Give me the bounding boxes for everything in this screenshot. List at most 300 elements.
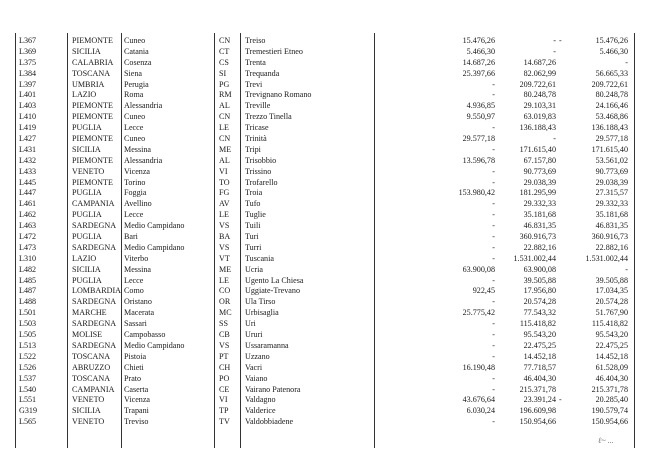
row-province-code: CE — [219, 384, 230, 394]
row-comune: Uri — [245, 319, 256, 329]
row-province: Catania — [124, 46, 149, 56]
row-amount-c: 61.528,09 — [595, 362, 628, 372]
row-region: PIEMONTE — [72, 36, 113, 45]
row-amount-b: 150.954,66 — [519, 417, 556, 427]
row-region: CALABRIA — [72, 57, 114, 67]
row-comune: Trenta — [245, 57, 266, 67]
row-amount-c: 29.332,33 — [595, 199, 628, 209]
row-region: SARDEGNA — [72, 319, 117, 329]
row-code: L419 — [19, 123, 37, 133]
row-province-code: CH — [219, 362, 231, 372]
row-amount-b: 39.505,88 — [523, 275, 556, 285]
row-province: Torino — [124, 177, 146, 187]
row-region: MOLISE — [72, 330, 103, 340]
row-region: PIEMONTE — [72, 112, 113, 122]
row-region: PIEMONTE — [72, 155, 113, 165]
row-comune: Ugento La Chiesa — [245, 275, 304, 285]
row-province: Viterbo — [124, 253, 149, 263]
row-amount-a: - — [492, 232, 495, 242]
row-province-code: VI — [219, 166, 228, 176]
row-region: SARDEGNA — [72, 221, 117, 231]
row-amount-a: - — [492, 373, 495, 383]
row-code: L522 — [19, 351, 37, 361]
row-amount-a: 43.676,64 — [462, 395, 495, 405]
table-row — [0, 58, 649, 69]
row-code: L461 — [19, 199, 37, 209]
row-province: Lecce — [124, 123, 144, 133]
row-comune: Tuili — [245, 221, 261, 231]
row-province-code: AL — [219, 101, 230, 111]
table-row — [0, 319, 649, 330]
row-province: Foggia — [124, 188, 147, 198]
row-amount-c: 20.285,40 — [595, 395, 628, 405]
row-amount-a: 29.577,18 — [462, 134, 495, 144]
row-province-code: PT — [219, 351, 229, 361]
row-amount-c: 53.468,86 — [595, 112, 628, 122]
row-code: L445 — [19, 177, 37, 187]
row-amount-c: 115.418,82 — [591, 319, 628, 329]
row-province-code: VI — [219, 395, 228, 405]
row-region: PUGLIA — [72, 275, 102, 285]
table-row — [0, 134, 649, 145]
row-amount-b: 29.332,33 — [523, 199, 556, 209]
row-comune: Tripi — [245, 144, 261, 154]
row-amount-b: 46.831,35 — [523, 221, 556, 231]
row-province-code: CS — [219, 57, 229, 67]
row-code: L369 — [19, 46, 37, 56]
row-province-code: FG — [219, 188, 230, 198]
row-comune: Uzzano — [245, 351, 270, 361]
row-province-code: ME — [219, 264, 232, 274]
row-province: Roma — [124, 90, 144, 100]
row-amount-b: 115.418,82 — [519, 319, 556, 329]
row-province: Lecce — [124, 275, 144, 285]
row-comune: Ucria — [245, 264, 263, 274]
row-comune: Vairano Patenora — [245, 384, 301, 394]
row-amount-b: 63.019,83 — [523, 112, 556, 122]
row-amount-c: 5.466,30 — [599, 46, 628, 56]
row-comune: Tuglie — [245, 210, 266, 220]
row-amount-a: - — [492, 297, 495, 307]
table-row — [0, 101, 649, 112]
table-row — [0, 243, 649, 254]
row-amount-b: 23.391,24 — [523, 395, 556, 405]
row-province-code: VT — [219, 253, 230, 263]
table-row — [0, 178, 649, 189]
row-region: UMBRIA — [72, 79, 105, 89]
row-province: Treviso — [124, 417, 149, 427]
row-amount-a: 5.466,30 — [466, 46, 495, 56]
row-province-code: TP — [219, 406, 229, 416]
row-province: Messina — [124, 144, 151, 154]
row-code: L447 — [19, 188, 37, 198]
row-province: Prato — [124, 373, 142, 383]
row-province-code: CO — [219, 286, 231, 296]
row-mark: - — [559, 395, 562, 405]
row-code: L513 — [19, 340, 37, 350]
row-amount-c: 29.577,18 — [595, 134, 628, 144]
row-code: L503 — [19, 319, 37, 329]
row-amount-c: 136.188,43 — [591, 123, 628, 133]
row-province-code: ME — [219, 144, 232, 154]
row-comune: Tremestieri Etneo — [245, 46, 303, 56]
row-comune: Valderice — [245, 406, 276, 416]
table-row — [0, 69, 649, 80]
row-province-code: AL — [219, 155, 230, 165]
row-amount-c: 29.038,39 — [595, 177, 628, 187]
table-row — [0, 395, 649, 406]
row-province: Oristano — [124, 297, 152, 307]
row-province-code: TO — [219, 177, 230, 187]
row-amount-a: 16.190,48 — [462, 362, 495, 372]
row-comune: Uggiate-Trevano — [245, 286, 300, 296]
row-amount-a: - — [492, 417, 495, 427]
row-amount-b: 77.543,32 — [523, 308, 556, 318]
row-comune: Ussaramanna — [245, 340, 289, 350]
row-amount-b: 171.615,40 — [519, 144, 556, 154]
row-amount-b: - — [553, 46, 556, 56]
row-amount-b: 67.157,80 — [523, 155, 556, 165]
row-region: LAZIO — [72, 253, 97, 263]
row-region: LAZIO — [72, 90, 97, 100]
row-region: PUGLIA — [72, 232, 102, 242]
row-amount-a: 15.476,26 — [462, 36, 495, 45]
row-comune: Valdobbiadene — [245, 417, 294, 427]
row-comune: Trezzo Tinella — [245, 112, 292, 122]
row-province-code: RM — [219, 90, 232, 100]
row-amount-a: - — [492, 330, 495, 340]
row-amount-a: - — [492, 275, 495, 285]
row-amount-c: 24.166,46 — [595, 101, 628, 111]
row-amount-c: 15.476,26 — [595, 36, 628, 45]
row-amount-b: 80.248,78 — [523, 90, 556, 100]
row-amount-a: 4.936,85 — [466, 101, 495, 111]
table-row — [0, 341, 649, 352]
row-amount-a: - — [492, 242, 495, 252]
row-amount-c: 51.767,90 — [595, 308, 628, 318]
row-amount-a: - — [492, 384, 495, 394]
row-amount-a: 25.397,66 — [462, 68, 495, 78]
row-region: PUGLIA — [72, 188, 102, 198]
row-comune: Turi — [245, 232, 259, 242]
row-amount-a: - — [492, 221, 495, 231]
row-region: PUGLIA — [72, 123, 102, 133]
row-province-code: AV — [219, 199, 230, 209]
row-province-code: PG — [219, 79, 230, 89]
row-province: Chieti — [124, 362, 144, 372]
row-province: Medio Campidano — [124, 242, 185, 252]
row-region: TOSCANA — [72, 68, 111, 78]
row-amount-b: 46.404,30 — [523, 373, 556, 383]
row-amount-c: 14.452,18 — [595, 351, 628, 361]
row-region: SARDEGNA — [72, 297, 117, 307]
row-comune: Urbisaglia — [245, 308, 279, 318]
table-row — [0, 385, 649, 396]
row-comune: Trevi — [245, 79, 263, 89]
row-code: L410 — [19, 112, 37, 122]
row-amount-c: 171.615,40 — [591, 144, 628, 154]
row-comune: Tufo — [245, 199, 261, 209]
row-province: Cosenza — [124, 57, 152, 67]
row-region: VENETO — [72, 417, 105, 427]
row-region: CAMPANIA — [72, 199, 115, 209]
row-amount-b: 136.188,43 — [519, 123, 556, 133]
row-province-code: SS — [219, 319, 229, 329]
row-amount-c: 46.831,35 — [595, 221, 628, 231]
row-comune: Vacri — [245, 362, 263, 372]
row-province: Alessandria — [124, 101, 163, 111]
row-province: Caserta — [124, 384, 149, 394]
row-amount-b: 14.452,18 — [523, 351, 556, 361]
row-amount-c: 46.404,30 — [595, 373, 628, 383]
table-row — [0, 286, 649, 297]
row-code: L367 — [19, 36, 37, 45]
row-amount-c: 22.475,25 — [595, 340, 628, 350]
table-row — [0, 167, 649, 178]
row-amount-a: - — [492, 166, 495, 176]
row-region: SICILIA — [72, 264, 101, 274]
row-amount-b: 181.295,99 — [519, 188, 556, 198]
row-region: PUGLIA — [72, 210, 102, 220]
row-amount-b: 22.475,25 — [523, 340, 556, 350]
row-region: PIEMONTE — [72, 177, 113, 187]
row-amount-a: - — [492, 351, 495, 361]
row-province-code: MC — [219, 308, 232, 318]
row-mark: - — [559, 36, 562, 45]
row-region: LOMBARDIA — [72, 286, 122, 296]
row-amount-b: - — [553, 134, 556, 144]
row-amount-b: 14.687,26 — [523, 57, 556, 67]
row-amount-c: 215.371,78 — [591, 384, 628, 394]
row-comune: Tuscania — [245, 253, 274, 263]
row-province-code: LE — [219, 210, 229, 220]
row-comune: Trissino — [245, 166, 272, 176]
row-province-code: CB — [219, 330, 230, 340]
row-province-code: CN — [219, 112, 231, 122]
row-amount-a: - — [492, 79, 495, 89]
row-amount-b: 95.543,20 — [523, 330, 556, 340]
row-code: L433 — [19, 166, 37, 176]
row-region: VENETO — [72, 166, 105, 176]
row-province: Vicenza — [124, 395, 151, 405]
row-region: MARCHE — [72, 308, 107, 318]
row-amount-b: 82.062,99 — [523, 68, 556, 78]
row-province: Siena — [124, 68, 142, 78]
row-province: Medio Campidano — [124, 340, 185, 350]
row-region: PIEMONTE — [72, 134, 113, 144]
row-comune: Trequanda — [245, 68, 280, 78]
row-amount-a: 9.550,97 — [466, 112, 495, 122]
row-amount-b: 29.038,39 — [523, 177, 556, 187]
row-amount-b: 17.956,80 — [523, 286, 556, 296]
table-row — [0, 352, 649, 363]
table-row — [0, 210, 649, 221]
row-code: L375 — [19, 57, 37, 67]
row-province: Cuneo — [124, 36, 146, 45]
row-amount-c: 95.543,20 — [595, 330, 628, 340]
row-comune: Trevignano Romano — [245, 90, 312, 100]
table-row — [0, 297, 649, 308]
row-amount-c: 360.916,73 — [591, 232, 628, 242]
row-amount-b: 77.718,57 — [523, 362, 556, 372]
row-code: L431 — [19, 144, 37, 154]
row-province: Alessandria — [124, 155, 163, 165]
table-row — [0, 80, 649, 91]
row-province: Cuneo — [124, 112, 146, 122]
row-code: L540 — [19, 384, 37, 394]
table-row — [0, 363, 649, 374]
row-amount-a: 25.775,42 — [462, 308, 495, 318]
row-province-code: LE — [219, 275, 229, 285]
row-amount-b: 215.371,78 — [519, 384, 556, 394]
row-amount-a: - — [492, 340, 495, 350]
row-code: L463 — [19, 221, 37, 231]
row-province-code: VS — [219, 340, 230, 350]
row-comune: Troia — [245, 188, 263, 198]
table-row — [0, 276, 649, 287]
row-amount-c: - — [625, 264, 628, 274]
row-amount-c: 17.034,35 — [595, 286, 628, 296]
row-amount-a: - — [492, 210, 495, 220]
row-province-code: CN — [219, 36, 231, 45]
table-row — [0, 417, 649, 428]
row-amount-a: 63.900,08 — [462, 264, 495, 274]
row-province: Sassari — [124, 319, 147, 329]
row-code: L462 — [19, 210, 37, 220]
row-comune: Tricase — [245, 123, 269, 133]
row-amount-c: 90.773,69 — [595, 166, 628, 176]
row-province-code: LE — [219, 123, 229, 133]
row-region: ABRUZZO — [72, 362, 111, 372]
row-amount-a: - — [492, 177, 495, 187]
row-code: L565 — [19, 417, 37, 427]
row-province: Perugia — [124, 79, 149, 89]
row-code: L485 — [19, 275, 37, 285]
row-amount-c: 190.579,74 — [591, 406, 628, 416]
row-amount-c: 150.954,66 — [591, 417, 628, 427]
table-row — [0, 112, 649, 123]
row-code: L551 — [19, 395, 37, 405]
row-code: L401 — [19, 90, 37, 100]
row-province: Como — [124, 286, 144, 296]
row-comune: Treville — [245, 101, 271, 111]
row-province: Macerata — [124, 308, 155, 318]
row-amount-c: 39.505,88 — [595, 275, 628, 285]
row-amount-c: 35.181,68 — [595, 210, 628, 220]
row-code: L505 — [19, 330, 37, 340]
row-amount-a: - — [492, 253, 495, 263]
row-region: SICILIA — [72, 46, 101, 56]
row-region: VENETO — [72, 395, 105, 405]
row-region: SARDEGNA — [72, 242, 117, 252]
row-code: L537 — [19, 373, 37, 383]
row-amount-b: 63.900,08 — [523, 264, 556, 274]
row-amount-a: 6.030,24 — [466, 406, 495, 416]
row-amount-a: 922,45 — [472, 286, 495, 296]
row-amount-c: 27.315,57 — [595, 188, 628, 198]
row-comune: Trisobbio — [245, 155, 277, 165]
row-code: L487 — [19, 286, 37, 296]
row-province-code: BA — [219, 232, 231, 242]
row-province-code: VS — [219, 242, 230, 252]
row-amount-a: - — [492, 90, 495, 100]
row-province-code: CN — [219, 134, 231, 144]
row-amount-b: 29.103,31 — [523, 101, 556, 111]
row-amount-b: 20.574,28 — [523, 297, 556, 307]
row-region: TOSCANA — [72, 373, 111, 383]
row-code: G319 — [19, 406, 37, 416]
row-code: L384 — [19, 68, 37, 78]
row-amount-a: - — [492, 199, 495, 209]
row-comune: Valdagno — [245, 395, 276, 405]
row-code: L501 — [19, 308, 37, 318]
table-row — [0, 330, 649, 341]
row-amount-c: 56.665,33 — [595, 68, 628, 78]
row-comune: Trofarello — [245, 177, 278, 187]
row-province-code: CT — [219, 46, 230, 56]
row-code: L482 — [19, 264, 37, 274]
table-row — [0, 47, 649, 58]
row-amount-a: 153.980,42 — [458, 188, 495, 198]
row-amount-b: 209.722,61 — [519, 79, 556, 89]
row-code: L472 — [19, 232, 37, 242]
table-row — [0, 374, 649, 385]
row-amount-b: 196.609,98 — [519, 406, 556, 416]
row-region: PIEMONTE — [72, 101, 113, 111]
table-row — [0, 308, 649, 319]
table-row — [0, 221, 649, 232]
row-amount-b: 22.882,16 — [523, 242, 556, 252]
row-amount-b: 360.916,73 — [519, 232, 556, 242]
row-amount-c: 1.531.002,44 — [585, 253, 628, 263]
row-amount-b: 1.531.002,44 — [513, 253, 556, 263]
row-comune: Ula Tirso — [245, 297, 276, 307]
row-amount-b: - — [553, 36, 556, 45]
row-province-code: VS — [219, 221, 230, 231]
row-comune: Ururi — [245, 330, 263, 340]
row-region: SARDEGNA — [72, 340, 117, 350]
row-comune: Treiso — [245, 36, 266, 45]
row-province-code: OR — [219, 297, 231, 307]
row-amount-b: 35.181,68 — [523, 210, 556, 220]
row-province-code: SI — [219, 68, 227, 78]
row-amount-c: 209.722,61 — [591, 79, 628, 89]
row-code: L432 — [19, 155, 37, 165]
handwritten-mark: ℓ~ ... — [598, 436, 614, 445]
table-row — [0, 406, 649, 417]
row-province: Medio Campidano — [124, 221, 185, 231]
row-region: SICILIA — [72, 406, 101, 416]
row-code: L526 — [19, 362, 37, 372]
row-province: Messina — [124, 264, 151, 274]
row-amount-a: 14.687,26 — [462, 57, 495, 67]
row-province: Cuneo — [124, 134, 146, 144]
row-region: TOSCANA — [72, 351, 111, 361]
row-amount-a: - — [492, 144, 495, 154]
table-row — [0, 36, 649, 47]
table-row — [0, 199, 649, 210]
table-row — [0, 265, 649, 276]
row-amount-a: - — [492, 123, 495, 133]
row-code: L427 — [19, 134, 37, 144]
row-province: Lecce — [124, 210, 144, 220]
row-amount-c: 80.248,78 — [595, 90, 628, 100]
row-code: L310 — [19, 253, 37, 263]
row-comune: Trinità — [245, 134, 267, 144]
row-amount-c: - — [625, 57, 628, 67]
row-province: Bari — [124, 232, 138, 242]
row-code: L488 — [19, 297, 37, 307]
